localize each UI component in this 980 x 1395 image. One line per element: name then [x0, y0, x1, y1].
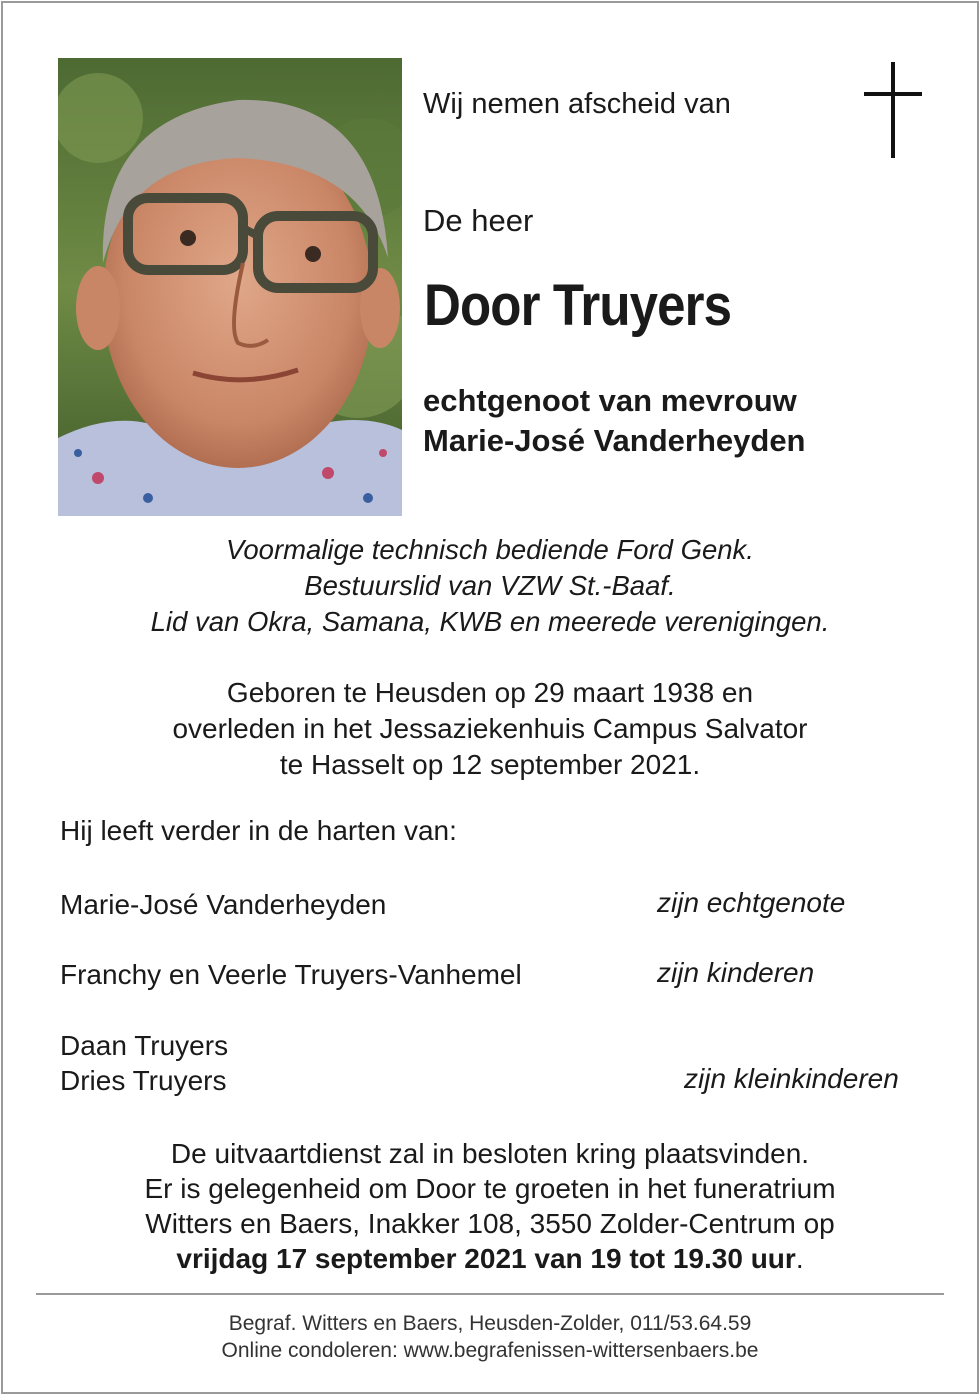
service-date-line [0, 1241, 980, 1276]
funeral-home-line: Begraf. Witters en Baers, Heusden-Zolder, 011/53.64.59 [228, 1312, 752, 1335]
service-line: Er is gelegenheid om Door te groeten in het funeratrium [144, 1173, 836, 1204]
footer [0, 1310, 980, 1364]
service-line: Witters en Baers, Inakker 108, 3550 Zolder-Centrum op [145, 1208, 835, 1239]
career-line: Bestuurslid van VZW St.-Baaf. [304, 570, 676, 601]
honorific: De heer [423, 203, 534, 238]
relative-name: Daan Truyers [60, 1030, 229, 1061]
relative-name: Dries Truyers [60, 1065, 227, 1096]
lives-on-heading: Hij leeft verder in de harten van: [60, 815, 457, 846]
relative-role: zijn kleinkinderen [684, 1063, 899, 1094]
condolence-line: Online condoleren: www.begrafenissen-wittersenbaers.be [221, 1339, 759, 1362]
career-line: Voormalige technisch bediende Ford Genk. [226, 534, 754, 565]
service-date-suffix: . [795, 1243, 804, 1274]
spouse-line-2: Marie-José Vanderheyden [423, 423, 806, 458]
career-section [0, 532, 980, 640]
service-date: vrijdag 17 september 2021 van 19 tot 19.30 uur [176, 1243, 796, 1274]
deceased-name: Door Truyers [424, 273, 732, 338]
relative-role: zijn kinderen [657, 957, 815, 988]
portrait-photo [58, 58, 402, 516]
life-dates [0, 675, 980, 783]
footer-divider [36, 1293, 944, 1295]
life-line: te Hasselt op 12 september 2021. [279, 749, 701, 780]
relative-name: Franchy en Veerle Truyers-Vanhemel [60, 959, 522, 990]
spouse-info [423, 381, 806, 461]
service-info [0, 1136, 980, 1276]
spouse-line-1: echtgenoot van mevrouw [423, 383, 797, 418]
cross-icon [864, 62, 922, 158]
relative-name: Marie-José Vanderheyden [60, 889, 387, 920]
intro-text: Wij nemen afscheid van [423, 88, 731, 120]
career-line: Lid van Okra, Samana, KWB en meerede verenigingen. [150, 606, 830, 637]
service-line: De uitvaartdienst zal in besloten kring plaatsvinden. [170, 1138, 810, 1169]
life-line: overleden in het Jessaziekenhuis Campus Salvator [172, 713, 808, 744]
life-line: Geboren te Heusden op 29 maart 1938 en [226, 677, 754, 708]
relative-role: zijn echtgenote [657, 887, 846, 918]
